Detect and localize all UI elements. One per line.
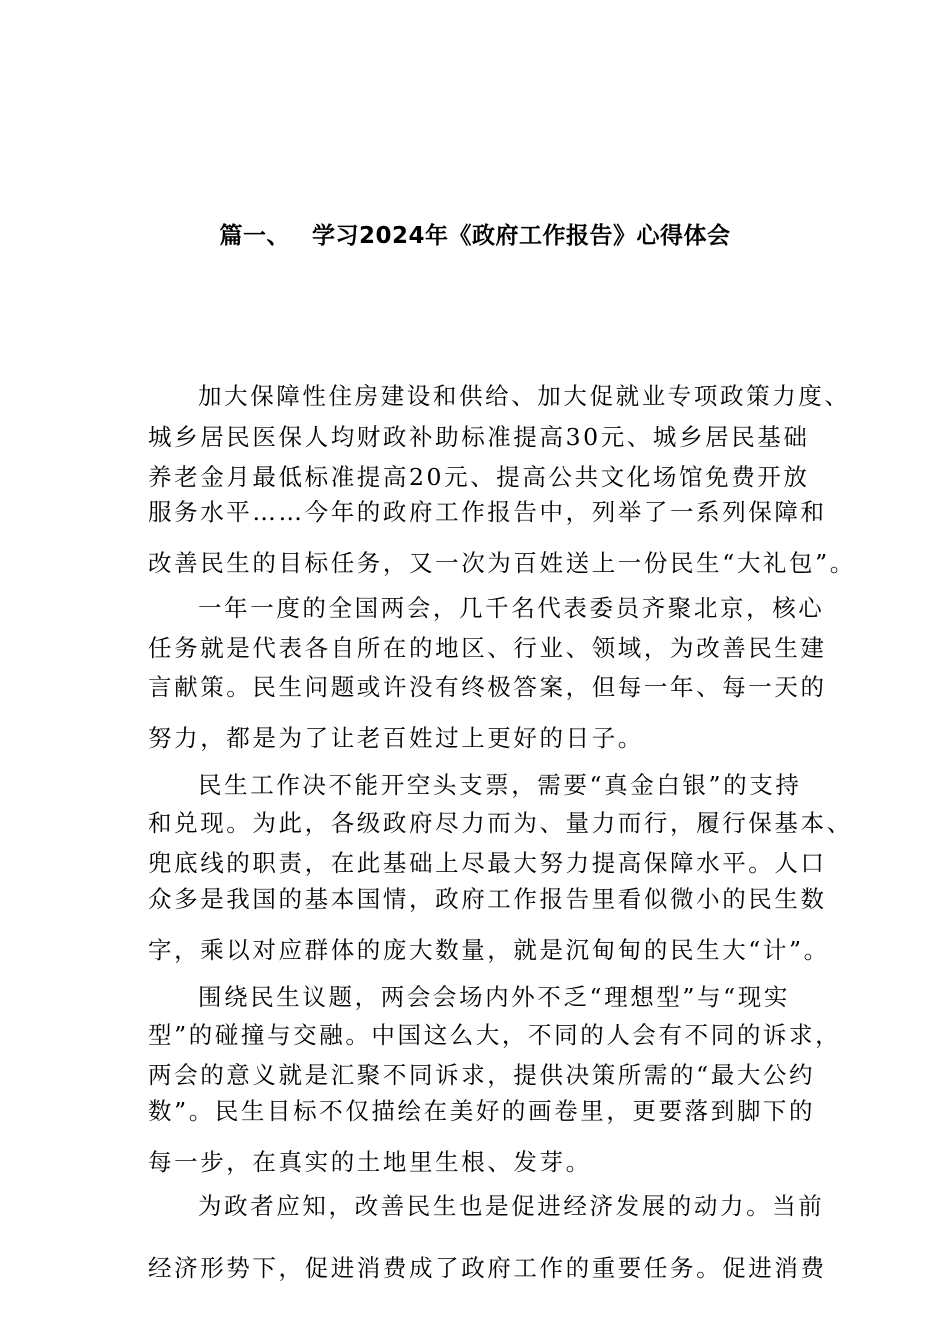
paragraph-line: 每一步，在真实的土地里生根、发芽。 — [148, 1148, 592, 1176]
paragraph-line: 字，乘以对应群体的庞大数量，就是沉甸甸的民生大“计”。 — [148, 936, 830, 964]
paragraph-line: 一年一度的全国两会，几千名代表委员齐聚北京，核心 — [198, 594, 825, 622]
paragraph-line: 和兑现。为此，各级政府尽力而为、量力而行，履行保基本、 — [148, 809, 853, 837]
paragraph-line: 兜底线的职责，在此基础上尽最大努力提高保障水平。人口 — [148, 849, 827, 877]
paragraph-line: 言献策。民生问题或许没有终极答案，但每一年、每一天的 — [148, 673, 827, 701]
paragraph-line: 两会的意义就是汇聚不同诉求，提供决策所需的“最大公约 — [148, 1061, 816, 1089]
paragraph-line: 为政者应知，改善民生也是促进经济发展的动力。当前 — [198, 1192, 825, 1220]
paragraph-line: 服务水平……今年的政府工作报告中，列举了一系列保障和 — [148, 498, 827, 526]
paragraph-line: 城乡居民医保人均财政补助标准提高30元、城乡居民基础 — [148, 423, 810, 451]
paragraph-line: 数”。民生目标不仅描绘在美好的画卷里，更要落到脚下的 — [148, 1097, 816, 1125]
paragraph-line: 众多是我国的基本国情，政府工作报告里看似微小的民生数 — [148, 885, 827, 913]
paragraph-line: 围绕民生议题，两会会场内外不乏“理想型”与“现实 — [198, 983, 790, 1011]
title-prefix: 篇一、 — [219, 223, 290, 249]
paragraph-line: 经济形势下，促进消费成了政府工作的重要任务。促进消费 — [148, 1254, 827, 1282]
paragraph-line: 民生工作决不能开空头支票，需要“真金白银”的支持 — [198, 771, 802, 799]
title-main: 学习2024年《政府工作报告》心得体会 — [311, 223, 731, 249]
paragraph-line: 任务就是代表各自所在的地区、行业、领域，为改善民生建 — [148, 634, 827, 662]
paragraph-line: 改善民生的目标任务，又一次为百姓送上一份民生“大礼包”。 — [148, 549, 856, 577]
paragraph-line: 型”的碰撞与交融。中国这么大，不同的人会有不同的诉求， — [148, 1021, 842, 1049]
paragraph-line: 养老金月最低标准提高20元、提高公共文化场馆免费开放 — [148, 463, 810, 491]
paragraph-line: 努力，都是为了让老百姓过上更好的日子。 — [148, 724, 644, 752]
paragraph-line: 加大保障性住房建设和供给、加大促就业专项政策力度、 — [198, 382, 851, 410]
document-title — [0, 217, 950, 250]
